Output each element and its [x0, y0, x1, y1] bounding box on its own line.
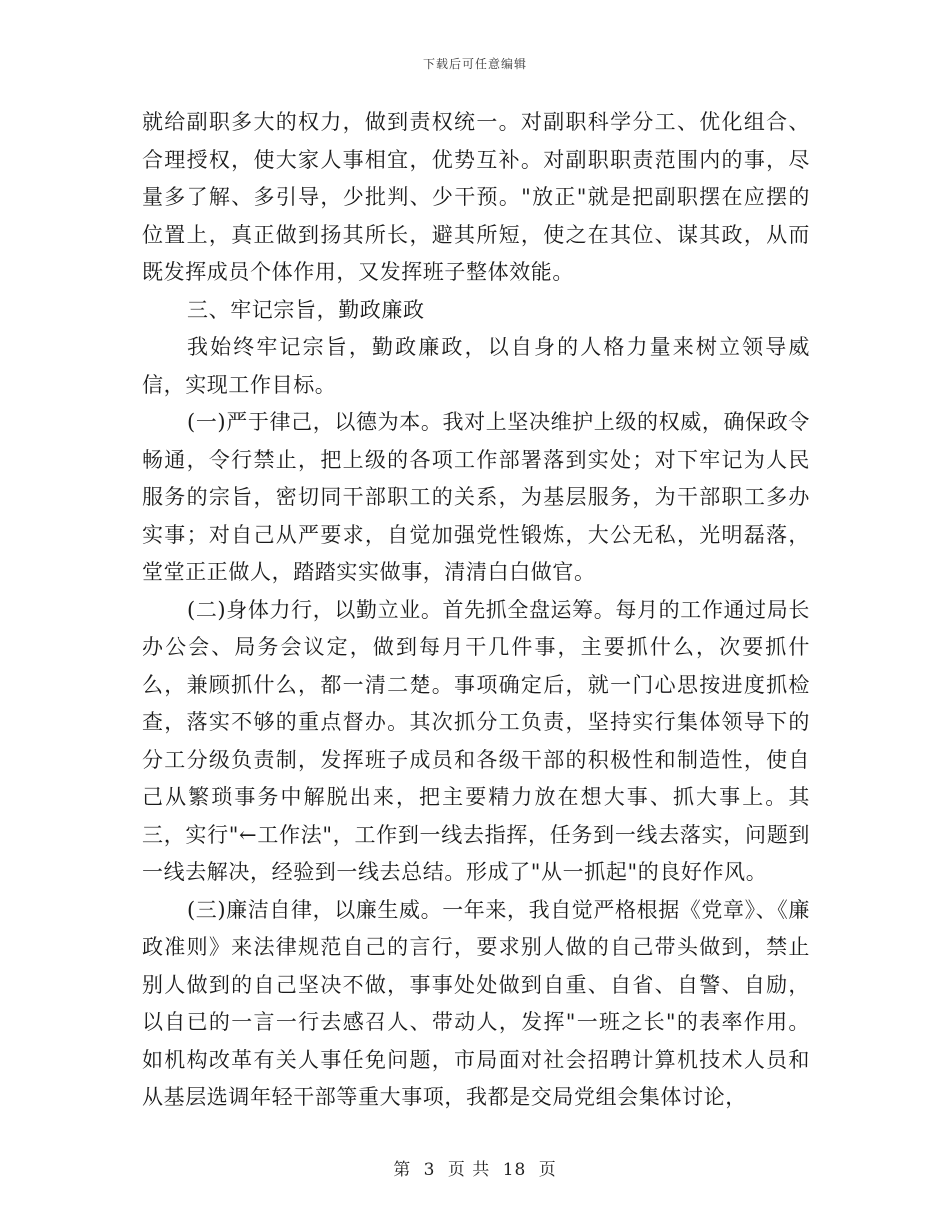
- footer-prefix: 第: [393, 1160, 412, 1180]
- total-page-count: 18: [502, 1160, 527, 1180]
- footer-suffix: 页: [538, 1160, 557, 1180]
- footer-middle: 页 共: [447, 1160, 491, 1180]
- document-body: [142, 104, 810, 1117]
- paragraph-item-2: (二)身体力行，以勤立业。首先抓全盘运筹。每月的工作通过局长办公会、局务会议定，做到每月干几件事，主要抓什么，次要抓什么，兼顾抓什么，都一清二楚。事项确定后，就一门心思按进度抓检查，落实不够的重点督办。其次抓分工负责，坚持实行集体领导下的分工分级负责制，发挥班子成员和各级干部的积极性和制造性，使自己从繁琐事务中解脱出来，把主要精力放在想大事、抓大事上。其三，实行"←工作法"，工作到一线去指挥，任务到一线去落实，问题到一线去解决，经验到一线去总结。形成了"从一抓起"的良好作风。: [142, 597, 810, 884]
- paragraph-item-3: (三)廉洁自律，以廉生威。一年来，我自觉严格根据《党章》、《廉政准则》来法律规范自己的言行，要求别人做的自己带头做到，禁止别人做到的自己坚决不做，事事处处做到自重、自省、自警、自励，以自已的一言一行去感召人、带动人，发挥"一班之长"的表率作用。如机构改革有关人事任免问题，市局面对社会招聘计算机技术人员和从基层选调年轻干部等重大事项，我都是交局党组会集体讨论，: [142, 897, 810, 1109]
- page-number-footer: [0, 1155, 950, 1180]
- paragraph-item-1: (一)严于律己，以德为本。我对上坚决维护上级的权威，确保政令畅通，令行禁止，把上级的各项工作部署落到实处；对下牢记为人民服务的宗旨，密切同干部职工的关系，为基层服务，为干部职工多办实事；对自己从严要求，自觉加强党性锻炼，大公无私，光明磊落，堂堂正正做人，踏踏实实做事，清清白白做官。: [142, 410, 810, 584]
- paragraph-intro: 我始终牢记宗旨，勤政廉政，以自身的人格力量来树立领导威信，实现工作目标。: [142, 335, 810, 397]
- header-note: 下载后可任意编辑: [422, 57, 527, 71]
- paragraph-continuation: 就给副职多大的权力，做到责权统一。对副职科学分工、优化组合、合理授权，使大家人事相宜，优势互补。对副职职责范围内的事，尽量多了解、多引导，少批判、少干预。"放正"就是把副职摆在应摆的位置上，真正做到扬其所长，避其所短，使之在其位、谋其政，从而既发挥成员个体作用，又发挥班子整体效能。: [142, 110, 810, 284]
- current-page-number: 3: [423, 1160, 436, 1180]
- section-heading: 三、牢记宗旨，勤政廉政: [187, 297, 425, 322]
